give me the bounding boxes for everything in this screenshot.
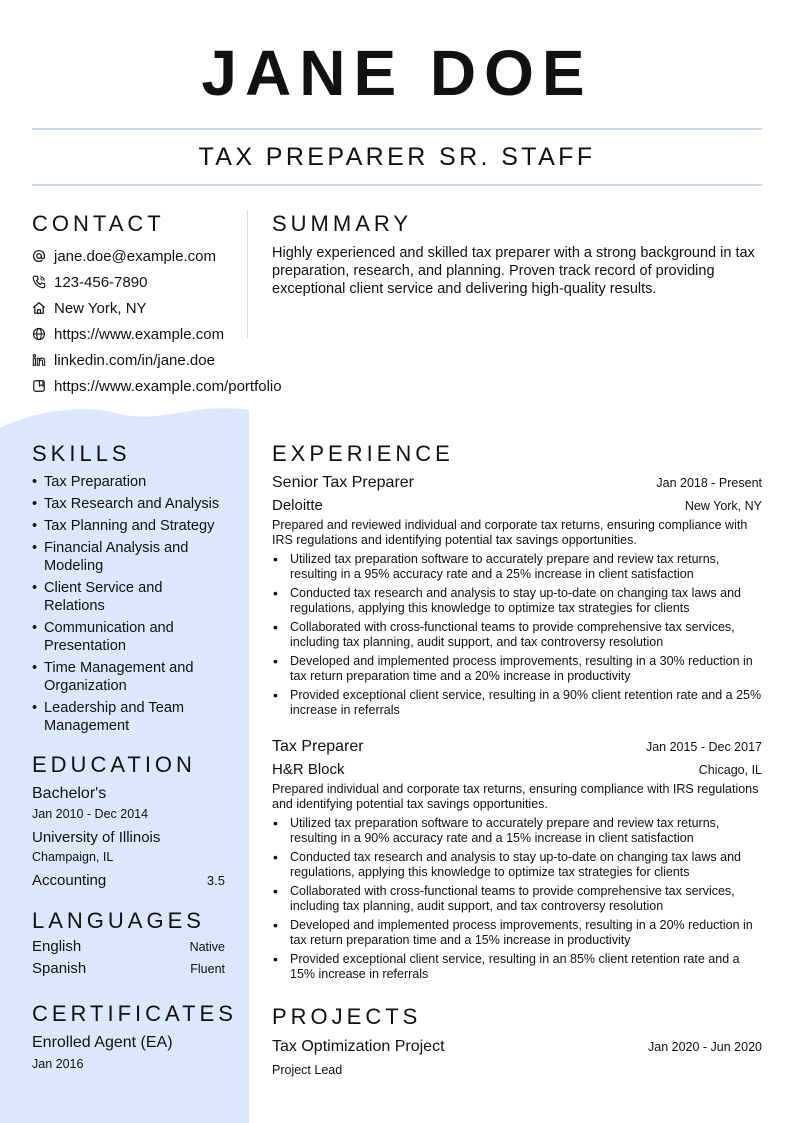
language-name: English (32, 938, 82, 955)
skill-item: • Client Service and Relations (32, 579, 172, 615)
job-bullet: • Utilized tax preparation software to accurately prepare and review tax returns, resulting in a 90% accuracy rate and a 15% increase in client satisfaction (272, 816, 762, 846)
job-title-text: Tax Preparer (272, 738, 364, 755)
certificates-heading: CERTIFICATES (32, 1001, 237, 1026)
project-name: Tax Optimization Project (272, 1038, 445, 1055)
job-dates: Jan 2018 - Present (656, 476, 762, 490)
language-item (32, 938, 225, 960)
job-bullet: • Collaborated with cross-functional teams to provide comprehensive tax services, including tax planning, audit support, and tax controversy resolution (272, 884, 762, 914)
skill-item: • Time Management and Organization (32, 659, 202, 695)
contact-phone-text: 123-456-7890 (54, 273, 148, 291)
company-row (272, 760, 762, 780)
project-entry (272, 1036, 762, 1078)
job-bullet: • Conducted tax research and analysis to stay up-to-date on changing tax laws and regulations, applying this knowledge to optimize tax strategies for clients (272, 850, 762, 880)
contact-linkedin-text: linkedin.com/in/jane.doe (54, 351, 215, 369)
language-item (32, 960, 225, 982)
summary-text: Highly experienced and skilled tax preparer with a strong background in tax preparation, research, and planning. Proven track record of providing exceptional client service and delivering high-quality results. (272, 245, 755, 298)
job-bullet: • Conducted tax research and analysis to stay up-to-date on changing tax laws and regulations, applying this knowledge to optimize tax strategies for clients (272, 586, 762, 616)
certificate-entry (32, 1033, 225, 1072)
job-location: New York, NY (684, 499, 762, 513)
portfolio-icon (32, 378, 54, 394)
job-header (272, 472, 762, 494)
skill-item: • Tax Preparation (32, 473, 237, 491)
contact-website[interactable] (32, 321, 322, 347)
job-title-text: Senior Tax Preparer (272, 474, 414, 491)
project-header (272, 1036, 762, 1058)
education-degree: Bachelor's (32, 785, 107, 802)
phone-icon (32, 274, 54, 290)
education-dates: Jan 2010 - Dec 2014 (32, 807, 149, 821)
contact-portfolio-text: https://www.example.com/portfolio (54, 377, 282, 395)
contact-location (32, 295, 322, 321)
education-field-row (32, 871, 225, 890)
experience-entry (272, 736, 762, 986)
job-bullet: • Utilized tax preparation software to accurately prepare and review tax returns, resulting in a 95% accuracy rate and a 25% increase in client satisfaction (272, 552, 762, 582)
education-field: Accounting (32, 872, 107, 889)
summary-heading: SUMMARY (272, 211, 413, 236)
job-dates: Jan 2015 - Dec 2017 (645, 740, 762, 754)
project-dates: Jan 2020 - Jun 2020 (648, 1040, 762, 1054)
language-level: Native (189, 940, 225, 954)
company-row (272, 496, 762, 516)
project-role: Project Lead (272, 1063, 343, 1077)
skills-heading: SKILLS (32, 441, 131, 466)
skill-item: • Financial Analysis and Modeling (32, 539, 192, 575)
job-description: Prepared individual and corporate tax returns, ensuring compliance with IRS regulations and identifying potential tax savings opportunities. (272, 782, 759, 811)
job-bullet: • Collaborated with cross-functional teams to provide comprehensive tax services, including tax planning, audit support, and tax controversy resolution (272, 620, 762, 650)
contact-website-text: https://www.example.com (54, 325, 225, 343)
contact-linkedin[interactable] (32, 347, 322, 373)
certificate-name: Enrolled Agent (EA) (32, 1034, 173, 1051)
experience-entry (272, 472, 762, 722)
company-name: H&R Block (272, 761, 345, 778)
header-divider-top (32, 128, 762, 130)
company-name: Deloitte (272, 497, 323, 514)
home-icon (32, 300, 54, 316)
language-name: Spanish (32, 960, 87, 977)
education-location: Champaign, IL (32, 850, 114, 864)
job-location: Chicago, IL (698, 763, 762, 777)
job-header (272, 736, 762, 758)
skill-item: • Leadership and Team Management (32, 699, 192, 735)
skill-item: • Communication and Presentation (32, 619, 192, 655)
linkedin-icon (32, 352, 54, 368)
languages-list (32, 938, 225, 982)
education-heading: EDUCATION (32, 752, 196, 777)
job-bullet: • Provided exceptional client service, resulting in an 85% client retention rate and a 15% increase in referrals (272, 952, 762, 982)
contact-portfolio[interactable] (32, 373, 322, 399)
contact-location-text: New York, NY (54, 299, 147, 317)
certificate-date: Jan 2016 (32, 1057, 84, 1071)
job-bullet: • Developed and implemented process improvements, resulting in a 20% reduction in tax return preparation time and a 15% increase in productivity (272, 918, 762, 948)
candidate-name: JANE DOE (201, 37, 593, 109)
contact-email-text: jane.doe@example.com (54, 247, 216, 265)
language-level: Fluent (190, 962, 225, 976)
skills-list (32, 473, 237, 739)
job-bullets (272, 816, 762, 982)
contact-heading: CONTACT (32, 211, 165, 236)
skill-item: • Tax Planning and Strategy (32, 517, 237, 535)
education-school: University of Illinois (32, 829, 161, 846)
job-title: TAX PREPARER SR. STAFF (198, 143, 596, 171)
job-bullets (272, 552, 762, 718)
education-entry (32, 784, 225, 890)
job-bullet: • Developed and implemented process improvements, resulting in a 30% reduction in tax return preparation time and a 20% increase in productivity (272, 654, 762, 684)
job-description: Prepared and reviewed individual and corporate tax returns, ensuring compliance with IRS regulations and identifying potential tax savings opportunities. (272, 518, 748, 547)
job-bullet: • Provided exceptional client service, resulting in a 90% client retention rate and a 25% increase in referrals (272, 688, 762, 718)
languages-heading: LANGUAGES (32, 908, 205, 933)
experience-heading: EXPERIENCE (272, 441, 454, 466)
projects-heading: PROJECTS (272, 1004, 422, 1029)
education-gpa: 3.5 (206, 873, 225, 888)
skill-item: • Tax Research and Analysis (32, 495, 237, 513)
header-divider-bottom (32, 184, 762, 186)
at-icon (32, 248, 54, 264)
globe-icon (32, 326, 54, 342)
